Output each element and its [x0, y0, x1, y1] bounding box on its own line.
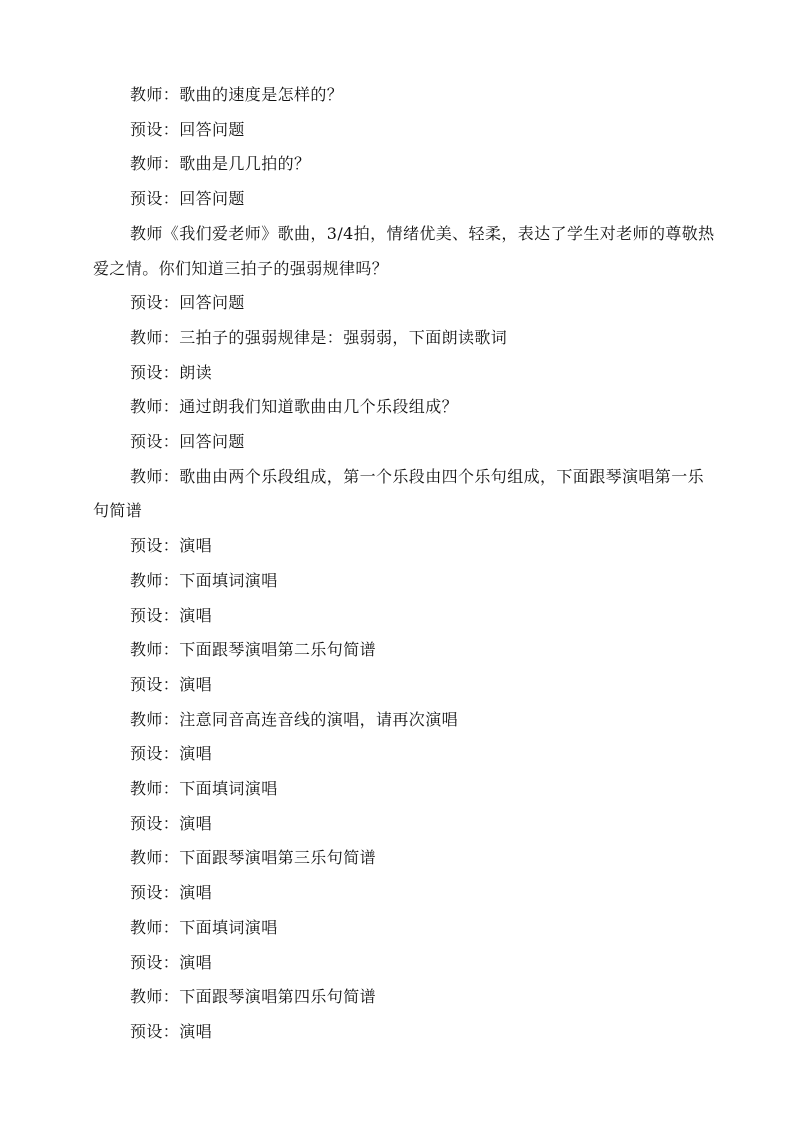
paragraph: 预设：演唱: [130, 1021, 213, 1041]
paragraph: 教师：下面填词演唱: [130, 779, 278, 799]
paragraph: 预设：回答问题: [130, 293, 245, 313]
paragraph: 教师：下面跟琴演唱第三乐句简谱: [130, 848, 377, 868]
paragraph: 预设：演唱: [130, 536, 213, 556]
paragraph: 教师：三拍子的强弱规律是：强弱弱，下面朗读歌词: [130, 327, 508, 347]
paragraph: 教师：歌曲的速度是怎样的？: [130, 85, 344, 104]
paragraph: 预设：回答问题: [130, 432, 245, 452]
paragraph: 预设：回答问题: [130, 119, 245, 139]
paragraph: 预设：朗读: [130, 362, 213, 382]
paragraph: 教师：歌曲是几几拍的？: [130, 154, 311, 174]
paragraph: 预设：演唱: [130, 674, 213, 694]
paragraph: 预设：演唱: [130, 952, 213, 972]
paragraph: 教师《我们爱老师》歌曲，3/4拍，情绪优美、轻柔，表达了学生对老师的尊敬热爱之情。你们知道三拍子的强弱规律吗？: [93, 223, 715, 278]
paragraph: 教师：注意同音高连音线的演唱，请再次演唱: [130, 709, 459, 729]
paragraph: 预设：演唱: [130, 605, 213, 625]
paragraph: 预设：演唱: [130, 813, 213, 833]
paragraph: 预设：回答问题: [130, 189, 245, 209]
paragraph: 教师：下面跟琴演唱第二乐句简谱: [130, 640, 377, 660]
paragraph: 预设：演唱: [130, 744, 213, 764]
paragraph: 教师：下面跟琴演唱第四乐句简谱: [130, 987, 377, 1007]
paragraph: 教师：通过朗我们知道歌曲由几个乐段组成？: [130, 397, 459, 417]
paragraph: 预设：演唱: [130, 883, 213, 903]
paragraph: 教师：歌曲由两个乐段组成，第一个乐段由四个乐句组成，下面跟琴演唱第一乐句简谱: [93, 466, 705, 521]
document-body: [93, 78, 718, 1050]
paragraph: 教师：下面填词演唱: [130, 917, 278, 937]
paragraph: 教师：下面填词演唱: [130, 570, 278, 590]
